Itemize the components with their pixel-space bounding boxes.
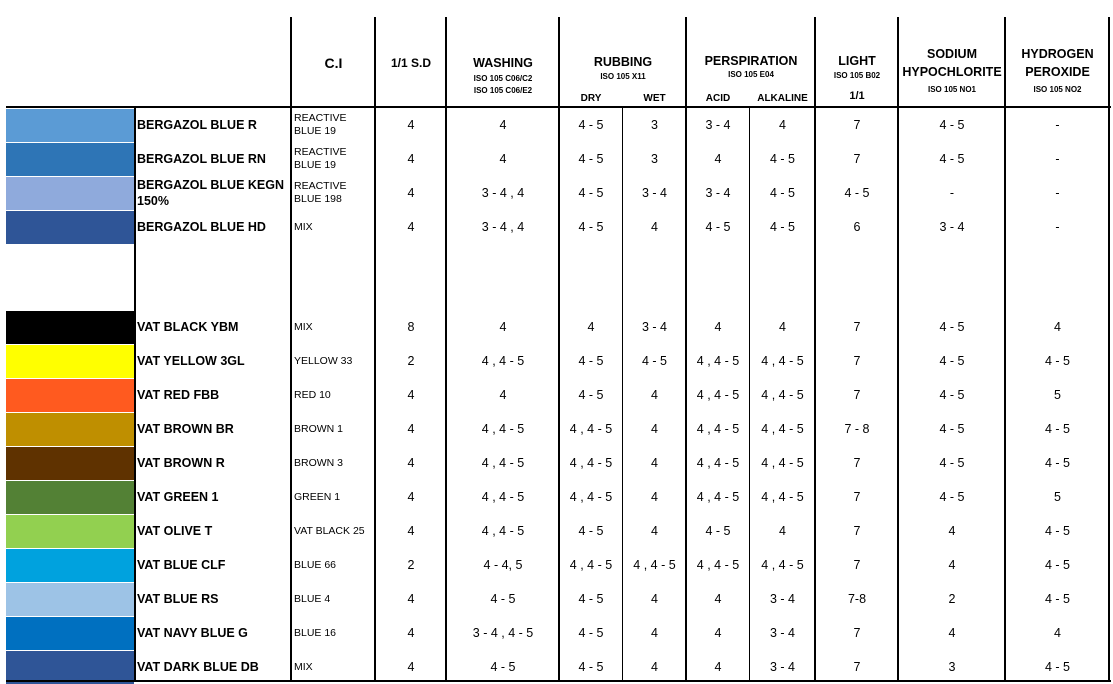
color-swatch — [6, 378, 134, 412]
row-divider — [6, 106, 1111, 108]
sd-value: 4 — [407, 660, 415, 674]
sd-value: 2 — [407, 354, 415, 368]
light-value: 7 — [853, 660, 861, 674]
color-index: REACTIVE BLUE 19 — [294, 146, 347, 171]
washing-value: 4 , 4 - 5 — [481, 422, 525, 436]
color-index: MIX — [294, 220, 313, 233]
sd-value: 4 — [407, 152, 415, 166]
washing-value: 3 - 4 , 4 — [481, 220, 525, 234]
color-index: RED 10 — [294, 388, 331, 401]
washing-value: 4 — [499, 152, 507, 166]
acid-value: 4 , 4 - 5 — [696, 456, 740, 470]
washing-value: 4 — [499, 320, 507, 334]
sd-value: 2 — [407, 558, 415, 572]
alkaline-value: 4 - 5 — [769, 186, 795, 200]
acid-value: 4 - 5 — [705, 524, 731, 538]
dye-name: BERGAZOL BLUE R — [137, 118, 257, 132]
wet-value: 4 - 5 — [641, 354, 667, 368]
dry-value: 4 - 5 — [578, 220, 604, 234]
acid-value: 4 , 4 - 5 — [696, 558, 740, 572]
dry-value: 4 - 5 — [578, 592, 604, 606]
dye-name: VAT OLIVE T — [137, 524, 213, 538]
dye-name: VAT BLUE RS — [137, 592, 219, 606]
color-swatch — [6, 616, 134, 650]
acid-value: 4 — [714, 626, 722, 640]
color-index: BLUE 4 — [294, 592, 331, 605]
dry-value: 4 - 5 — [578, 186, 604, 200]
sd-value: 4 — [407, 456, 415, 470]
color-swatch — [6, 548, 134, 582]
color-index: BROWN 1 — [294, 422, 344, 435]
dry-value: 4 - 5 — [578, 354, 604, 368]
light-value: 7 — [853, 524, 861, 538]
wet-value: 4 — [651, 592, 658, 606]
dry-value: 4 - 5 — [578, 626, 604, 640]
alkaline-value: 3 - 4 — [769, 660, 795, 674]
wet-value: 4 — [651, 626, 658, 640]
header-sd: 1/1 S.D — [390, 56, 432, 70]
dye-name: VAT NAVY BLUE G — [137, 626, 248, 640]
light-value: 7 — [853, 118, 861, 132]
hydrogen-value: 4 — [1054, 320, 1061, 334]
light-value: 7-8 — [847, 592, 867, 606]
column-divider — [558, 17, 560, 682]
dye-name: VAT BROWN R — [137, 456, 225, 470]
dry-value: 4 , 4 - 5 — [569, 422, 613, 436]
sodium-value: 4 - 5 — [939, 388, 965, 402]
column-divider — [685, 17, 687, 682]
sodium-value: 4 — [948, 524, 956, 538]
sodium-value: 3 - 4 — [939, 220, 965, 234]
dye-name: VAT BLACK YBM — [137, 320, 239, 334]
light-value: 7 — [853, 388, 861, 402]
washing-value: 4 , 4 - 5 — [481, 524, 525, 538]
hydrogen-value: 4 - 5 — [1044, 558, 1070, 572]
light-value: 7 — [853, 626, 861, 640]
dye-name: VAT DARK BLUE DB — [137, 660, 259, 674]
color-swatch — [6, 142, 134, 176]
color-swatch — [6, 210, 134, 244]
light-value: 6 — [853, 220, 861, 234]
column-divider — [1004, 17, 1006, 682]
alkaline-value: 3 - 4 — [769, 626, 795, 640]
light-value: 7 — [853, 490, 861, 504]
light-value: 7 — [853, 558, 861, 572]
acid-value: 3 - 4 — [705, 118, 731, 132]
dry-value: 4 - 5 — [578, 388, 604, 402]
column-divider — [749, 108, 750, 682]
alkaline-value: 4 - 5 — [769, 152, 795, 166]
sodium-value: 4 - 5 — [939, 422, 965, 436]
washing-value: 4 — [499, 118, 507, 132]
dry-value: 4 - 5 — [578, 118, 604, 132]
wet-value: 4 — [651, 220, 658, 234]
acid-value: 4 , 4 - 5 — [696, 490, 740, 504]
acid-value: 4 - 5 — [705, 220, 731, 234]
column-divider — [897, 17, 899, 682]
dry-value: 4 - 5 — [578, 152, 604, 166]
sodium-value: 4 - 5 — [939, 354, 965, 368]
color-swatch — [6, 514, 134, 548]
color-index: REACTIVE BLUE 19 — [294, 112, 347, 137]
hydrogen-value: 4 - 5 — [1044, 354, 1070, 368]
dry-value: 4 , 4 - 5 — [569, 456, 613, 470]
color-swatch — [6, 310, 134, 344]
light-value: 7 — [853, 152, 861, 166]
color-swatch — [6, 446, 134, 480]
dye-name: VAT GREEN 1 — [137, 490, 219, 504]
sd-value: 4 — [407, 626, 415, 640]
dye-name: BERGAZOL BLUE KEGN 150% — [137, 178, 284, 208]
column-divider — [374, 17, 376, 682]
wet-value: 4 — [651, 660, 658, 674]
color-swatch — [6, 412, 134, 446]
dry-value: 4 , 4 - 5 — [569, 490, 613, 504]
wet-value: 3 — [651, 152, 658, 166]
light-value: 7 — [853, 456, 861, 470]
washing-value: 4 - 5 — [490, 592, 516, 606]
sodium-value: 4 - 5 — [939, 490, 965, 504]
washing-value: 4 - 4, 5 — [483, 558, 523, 572]
color-swatch — [6, 176, 134, 210]
sd-value: 4 — [407, 388, 415, 402]
color-index: BLUE 66 — [294, 558, 337, 571]
wet-value: 4 — [651, 456, 658, 470]
acid-value: 3 - 4 — [705, 186, 731, 200]
color-index: VAT BLACK 25 — [294, 524, 365, 537]
alkaline-value: 4 , 4 - 5 — [761, 490, 804, 504]
acid-value: 4 — [714, 320, 722, 334]
dry-value: 4 — [587, 320, 595, 334]
sd-value: 4 — [407, 592, 415, 606]
dye-name: VAT BLUE CLF — [137, 558, 226, 572]
hydrogen-value: 4 - 5 — [1044, 592, 1070, 606]
light-value: 7 - 8 — [844, 422, 870, 436]
dye-name: VAT RED FBB — [137, 388, 220, 402]
washing-value: 4 - 5 — [490, 660, 516, 674]
hydrogen-value: 5 — [1054, 490, 1061, 504]
light-value: 7 — [853, 354, 861, 368]
dry-value: 4 , 4 - 5 — [569, 558, 613, 572]
sodium-value: 4 - 5 — [939, 118, 965, 132]
header-ci: C.I — [324, 55, 343, 71]
color-index: MIX — [294, 320, 313, 333]
column-divider — [445, 17, 447, 682]
sodium-value: 4 — [948, 626, 956, 640]
hydrogen-value: 4 — [1054, 626, 1061, 640]
sodium-value: 4 - 5 — [939, 320, 965, 334]
washing-value: 4 , 4 - 5 — [481, 354, 525, 368]
sd-value: 8 — [407, 320, 415, 334]
acid-value: 4 , 4 - 5 — [696, 354, 740, 368]
acid-value: 4 — [714, 152, 722, 166]
column-divider — [1108, 17, 1110, 682]
dye-name: BERGAZOL BLUE RN — [137, 152, 266, 166]
sd-value: 4 — [407, 422, 415, 436]
column-divider — [814, 17, 816, 682]
hydrogen-value: 4 - 5 — [1044, 524, 1070, 538]
washing-value: 4 , 4 - 5 — [481, 456, 525, 470]
alkaline-value: 4 , 4 - 5 — [761, 456, 804, 470]
color-index: BROWN 3 — [294, 456, 344, 469]
hydrogen-value: 4 - 5 — [1044, 660, 1070, 674]
wet-value: 4 — [651, 490, 658, 504]
hydrogen-value: 5 — [1054, 388, 1061, 402]
sodium-value: 4 — [948, 558, 956, 572]
light-value: 7 — [853, 320, 861, 334]
sodium-value: 4 - 5 — [939, 152, 965, 166]
dry-value: 4 - 5 — [578, 524, 604, 538]
sd-value: 4 — [407, 220, 415, 234]
dye-name: VAT YELLOW 3GL — [137, 354, 245, 368]
alkaline-value: 4 , 4 - 5 — [761, 558, 804, 572]
color-swatch — [6, 108, 134, 142]
sd-value: 4 — [407, 490, 415, 504]
row-divider — [6, 680, 1111, 682]
color-index: GREEN 1 — [294, 490, 341, 503]
sd-value: 4 — [407, 524, 415, 538]
washing-value: 3 - 4 , 4 — [481, 186, 525, 200]
color-swatch — [6, 480, 134, 514]
acid-value: 4 , 4 - 5 — [696, 388, 740, 402]
color-swatch — [6, 582, 134, 616]
wet-value: 4 — [651, 524, 658, 538]
wet-value: 3 — [651, 118, 658, 132]
acid-value: 4 — [714, 592, 722, 606]
column-divider — [622, 108, 623, 682]
washing-value: 4 , 4 - 5 — [481, 490, 525, 504]
wet-value: 4 , 4 - 5 — [633, 558, 676, 572]
alkaline-value: 4 , 4 - 5 — [761, 354, 804, 368]
washing-value: 3 - 4 , 4 - 5 — [472, 626, 534, 640]
color-swatch — [6, 344, 134, 378]
color-index: BLUE 16 — [294, 626, 337, 639]
dye-name: VAT BROWN BR — [137, 422, 234, 436]
color-index: MIX — [294, 660, 313, 673]
washing-value: 4 — [499, 388, 507, 402]
sodium-value: - — [949, 186, 955, 200]
color-index: YELLOW 33 — [294, 354, 353, 367]
hydrogen-value: - — [1055, 220, 1060, 234]
light-value: 4 - 5 — [844, 186, 870, 200]
alkaline-value: 4 — [779, 524, 786, 538]
acid-value: 4 , 4 - 5 — [696, 422, 740, 436]
color-swatch — [6, 650, 134, 684]
fastness-table: C.I 1/1 S.D WASHING ISO 105 C06/C2 ISO 105 C06/E2 RUBBING ISO 105 X11 DRY WET PERSPIRATION ISO 105 E04 ACID ALKALINE LIGHT ISO 105 B02 1/1 SODIUM HYPOCHLORITE ISO 105 NO1 HYDROGEN PEROXIDE ISO 105 NO2 BERGAZOL BLUE R REACTIVE BLUE 19 4 4 4 - 5 3 3 - 4 4 7 4 - 5 - BERGAZOL BLUE RN REACTIVE BLUE 19 4 4 4 - 5 3 4 4 - 5 7 4 - 5 - BERGAZOL BLUE KEGN 150% REACTIVE BLUE 198 4 3 - 4 , 4 4 - 5 3 - 4 3 - 4 4 - 5 4 - 5 - - BERGAZOL BLUE HD MIX 4 3 - 4 , 4 4 - 5 4 4 - 5 4 - 5 6 3 - 4 - VAT BLACK YBM MIX 8 4 4 3 - 4 4 4 7 4 - 5 4 VAT YELLOW 3GL YELLOW 33 2 4 , 4 - 5 4 - 5 4 - 5 4 , 4 - 5 4 , 4 - 5 7 4 - 5 4 - 5 VAT RED FBB RED 10 4 4 4 - 5 4 4 , 4 - 5 4 , 4 - 5 7 4 - 5 5 VAT BROWN BR BROWN 1 4 4 , 4 - 5 4 , 4 - 5 4 4 , 4 - 5 4 , 4 - 5 7 - 8 4 - 5 4 - 5 VAT BROWN R BROWN 3 4 4 , 4 - 5 4 , 4 - 5 4 4 , 4 - 5 4 , 4 - 5 7 4 - 5 4 - 5 VAT GREEN 1 GREEN 1 4 4 , 4 - 5 4 , 4 - 5 4 4 , 4 - 5 4 , 4 - 5 7 4 - 5 5 VAT OLIVE T VAT BLACK 25 4 4 , 4 - 5 4 - 5 4 4 - 5 4 7 4 4 - 5 VAT BLUE CLF BLUE 66 2 4 - 4, 5 4 , 4 - 5 4 , 4 - 5 4 , 4 - 5 4 , 4 - 5 7 4 4 - 5 VAT BLUE RS BLUE 4 4 4 - 5 4 - 5 4 4 3 - 4 7-8 2 4 - 5 VAT NAVY BLUE G BLUE 16 4 3 - 4 , 4 - 5 4 - 5 4 4 3 - 4 7 4 4 VAT DARK BLUE DB MIX 4 4 - 5 4 - 5 4 4 3 - 4 7 3 4 - 5 — [0, 0, 1113, 684]
hydrogen-value: - — [1055, 152, 1060, 166]
dry-value: 4 - 5 — [578, 660, 604, 674]
wet-value: 4 — [651, 388, 658, 402]
acid-value: 4 — [714, 660, 722, 674]
alkaline-value: 3 - 4 — [769, 592, 795, 606]
hydrogen-value: 4 - 5 — [1044, 422, 1070, 436]
hydrogen-value: - — [1055, 118, 1060, 132]
alkaline-value: 4 - 5 — [769, 220, 795, 234]
alkaline-value: 4 — [779, 118, 786, 132]
wet-value: 3 - 4 — [641, 186, 667, 200]
alkaline-value: 4 — [779, 320, 786, 334]
color-index: REACTIVE BLUE 198 — [294, 180, 347, 205]
hydrogen-value: 4 - 5 — [1044, 456, 1070, 470]
sodium-value: 3 — [948, 660, 956, 674]
sd-value: 4 — [407, 186, 415, 200]
dye-name: BERGAZOL BLUE HD — [137, 220, 266, 234]
alkaline-value: 4 , 4 - 5 — [761, 422, 804, 436]
sd-value: 4 — [407, 118, 415, 132]
column-divider — [134, 108, 136, 682]
sodium-value: 2 — [948, 592, 956, 606]
wet-value: 3 - 4 — [641, 320, 667, 334]
wet-value: 4 — [651, 422, 658, 436]
column-divider — [290, 17, 292, 682]
sodium-value: 4 - 5 — [939, 456, 965, 470]
hydrogen-value: - — [1055, 186, 1060, 200]
alkaline-value: 4 , 4 - 5 — [761, 388, 804, 402]
